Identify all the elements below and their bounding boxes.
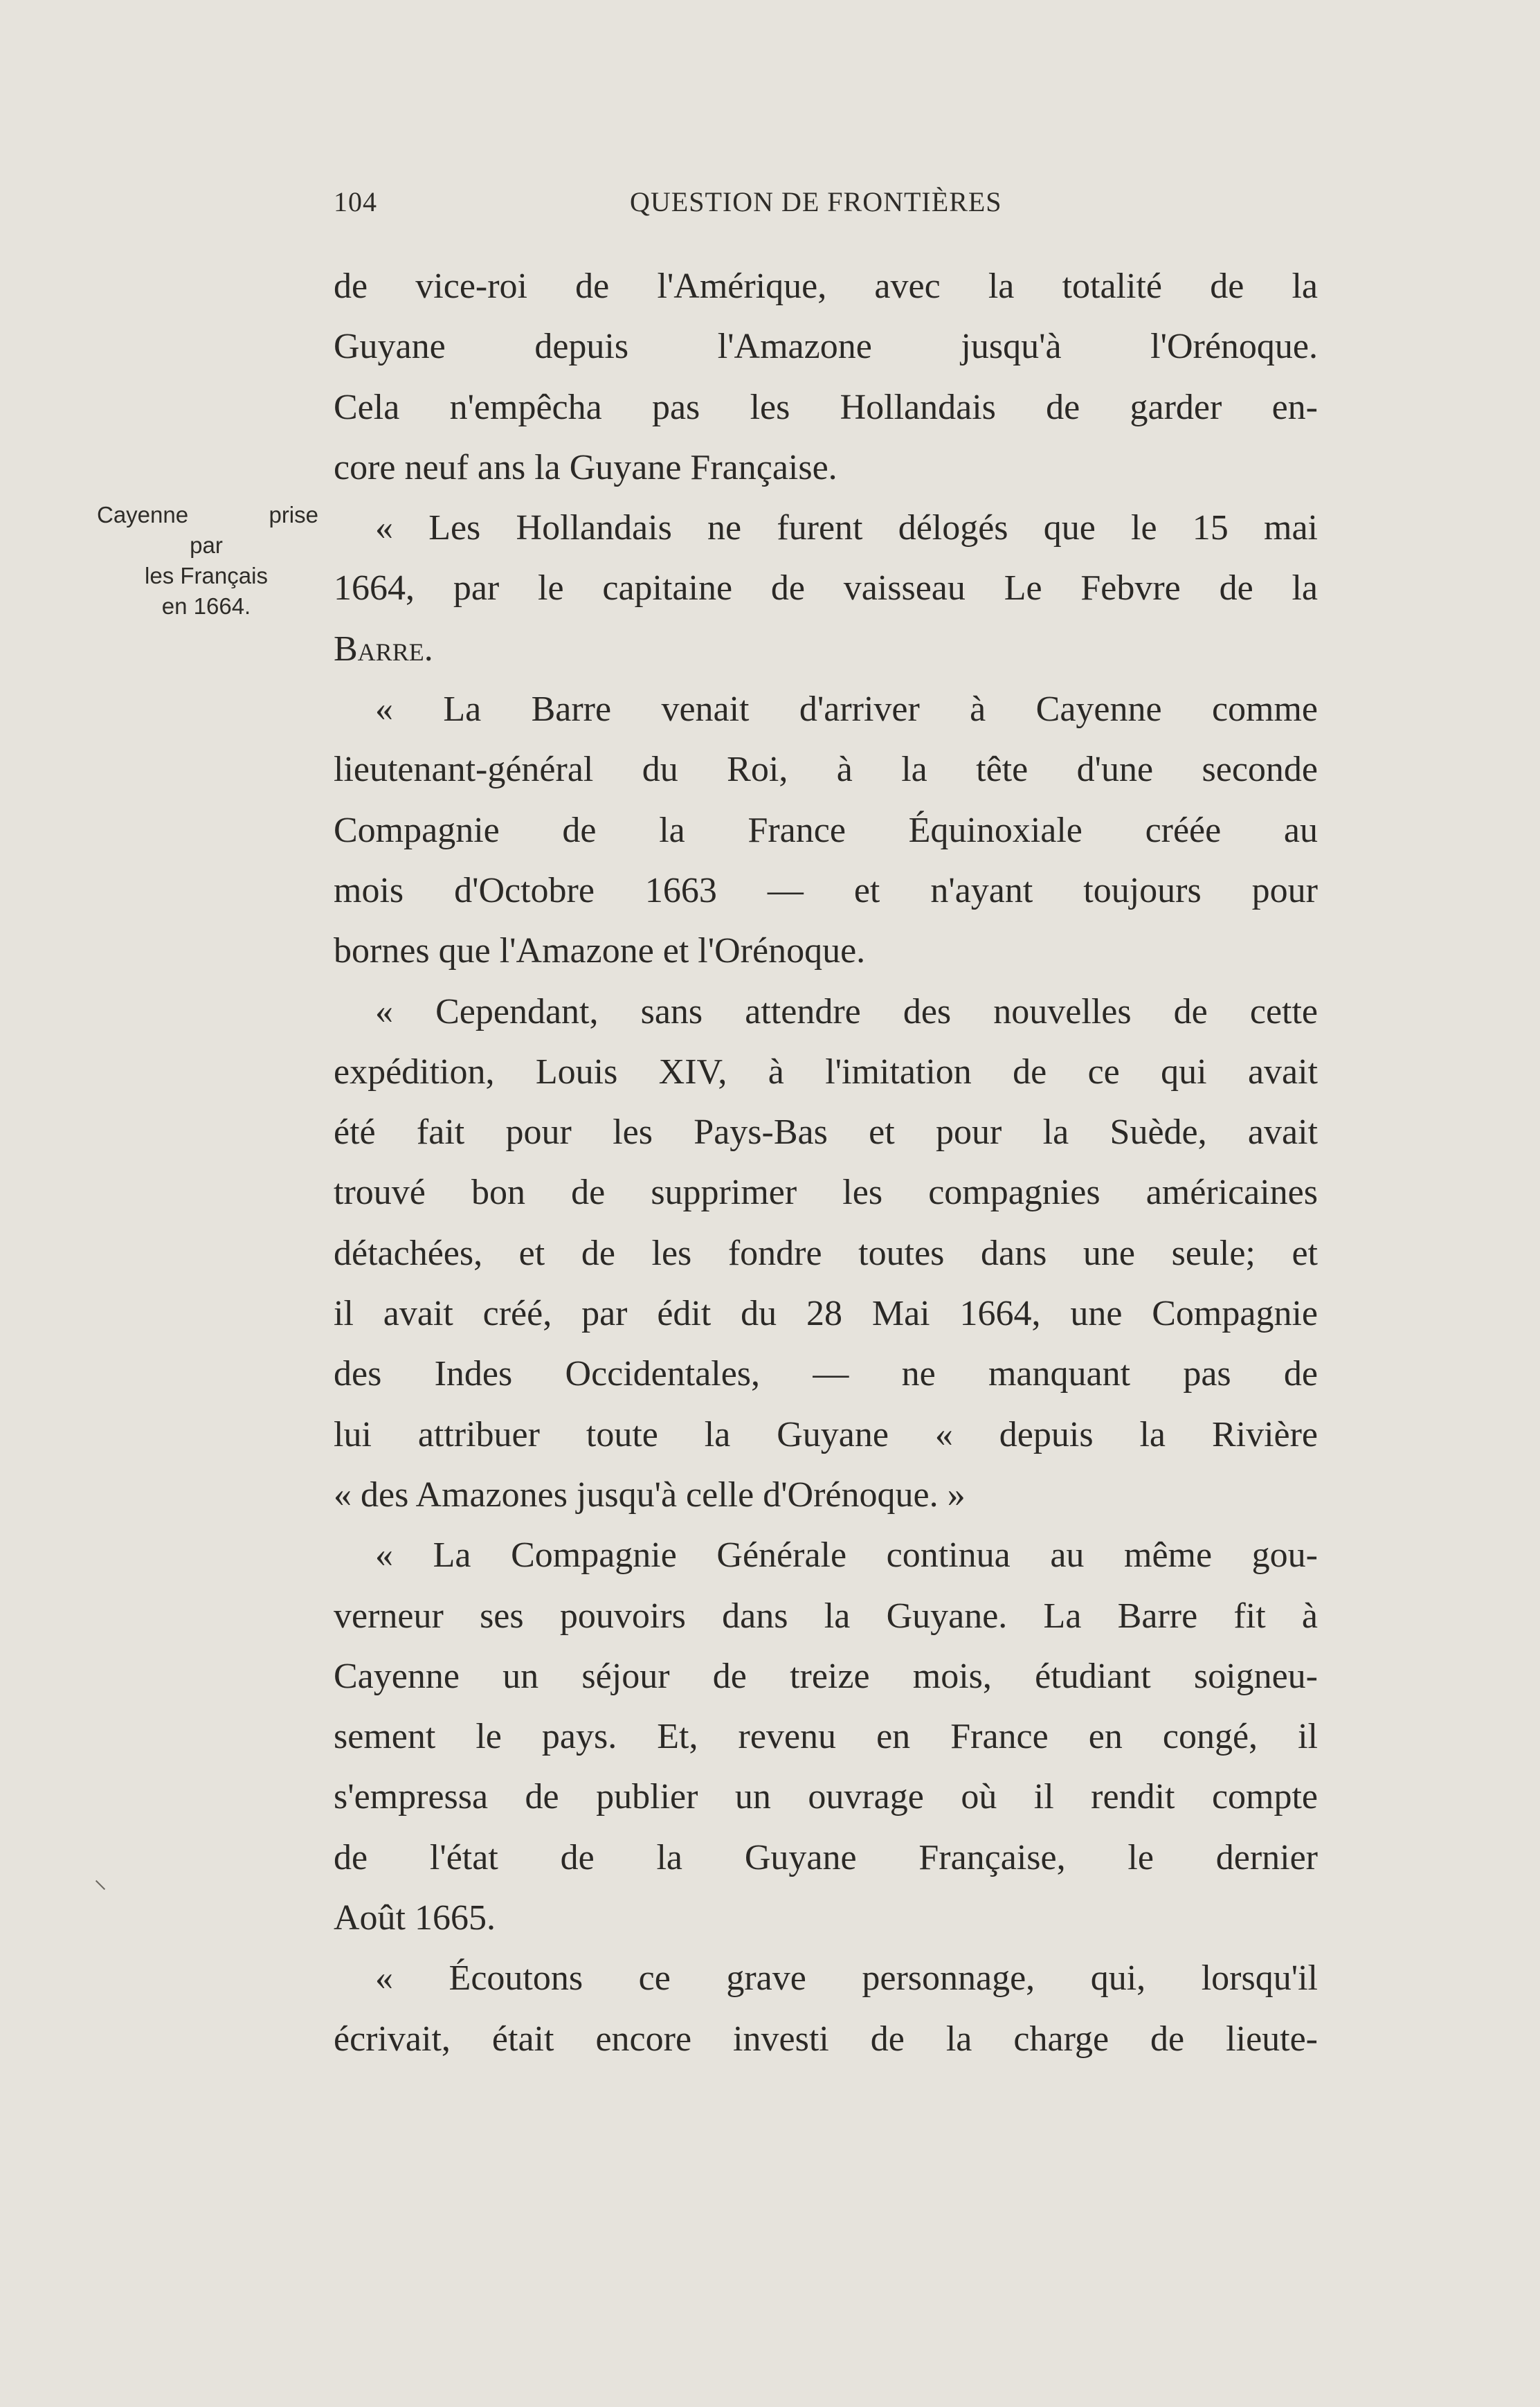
text-line: de l'état de la Guyane Française, le dernier <box>334 1837 1318 1877</box>
margin-note-line: les Français <box>145 563 268 588</box>
text-line: lieutenant-général du Roi, à la tête d'une seconde <box>334 750 1318 790</box>
text-line: « Écoutons ce grave personnage, qui, lorsqu'il <box>375 1958 1318 1999</box>
text-line: de vice-roi de l'Amérique, avec la totalité de la <box>334 267 1318 306</box>
page-number: 104 <box>334 186 377 217</box>
text-line: Cayenne un séjour de treize mois, étudiant soigneu- <box>334 1656 1318 1696</box>
text-line: Cela n'empêcha pas les Hollandais de garder en- <box>334 387 1318 427</box>
body-text <box>334 256 1318 2069</box>
text-line: trouvé bon de supprimer les compagnies américaines <box>334 1173 1318 1213</box>
text-line: Barre. <box>334 629 433 669</box>
running-title: QUESTION DE FRONTIÈRES <box>630 186 1002 217</box>
text-line: sement le pays. Et, revenu en France en congé, il <box>334 1717 1318 1757</box>
pencil-mark <box>96 1880 105 1890</box>
text-line: Compagnie de la France Équinoxiale créée au <box>334 810 1318 850</box>
text-line: « Cependant, sans attendre des nouvelles de cette <box>375 991 1318 1031</box>
margin-note <box>90 500 323 622</box>
text-line: bornes que l'Amazone et l'Orénoque. <box>334 931 866 971</box>
text-line: Guyane depuis l'Amazone jusqu'à l'Orénoque. <box>334 327 1318 367</box>
text-line: mois d'Octobre 1663 — et n'ayant toujours pour <box>334 870 1318 910</box>
text-line: « Les Hollandais ne furent délogés que le 15 mai <box>375 508 1318 548</box>
margin-note-line: en 1664. <box>161 593 251 619</box>
text-line: Août 1665. <box>334 1898 496 1938</box>
text-line: écrivait, était encore investi de la charge de lieute- <box>334 2019 1318 2059</box>
text-line: verneur ses pouvoirs dans la Guyane. La Barre fit à <box>334 1596 1318 1636</box>
text-line: des Indes Occidentales, — ne manquant pas de <box>334 1354 1318 1394</box>
margin-note-line: par <box>190 532 223 558</box>
text-line: été fait pour les Pays-Bas et pour la Suède, avait <box>334 1112 1318 1153</box>
text-line: détachées, et de les fondre toutes dans une seule; et <box>334 1233 1318 1273</box>
text-line: core neuf ans la Guyane Française. <box>334 447 837 487</box>
text-line: 1664, par le capitaine de vaisseau Le Febvre de la <box>334 568 1318 608</box>
text-line: « La Compagnie Générale continua au même gou- <box>375 1535 1318 1576</box>
running-head <box>334 181 1026 223</box>
text-line: s'empressa de publier un ouvrage où il rendit compte <box>334 1777 1318 1817</box>
margin-note-line: Cayenne prise <box>97 502 318 528</box>
text-line: « La Barre venait d'arriver à Cayenne comme <box>375 689 1318 730</box>
text-line: expédition, Louis XIV, à l'imitation de ce qui avait <box>334 1052 1318 1092</box>
text-line: « des Amazones jusqu'à celle d'Orénoque. » <box>334 1475 966 1515</box>
text-line: il avait créé, par édit du 28 Mai 1664, une Compagnie <box>334 1294 1318 1334</box>
text-line: lui attribuer toute la Guyane « depuis la Rivière <box>334 1414 1318 1454</box>
